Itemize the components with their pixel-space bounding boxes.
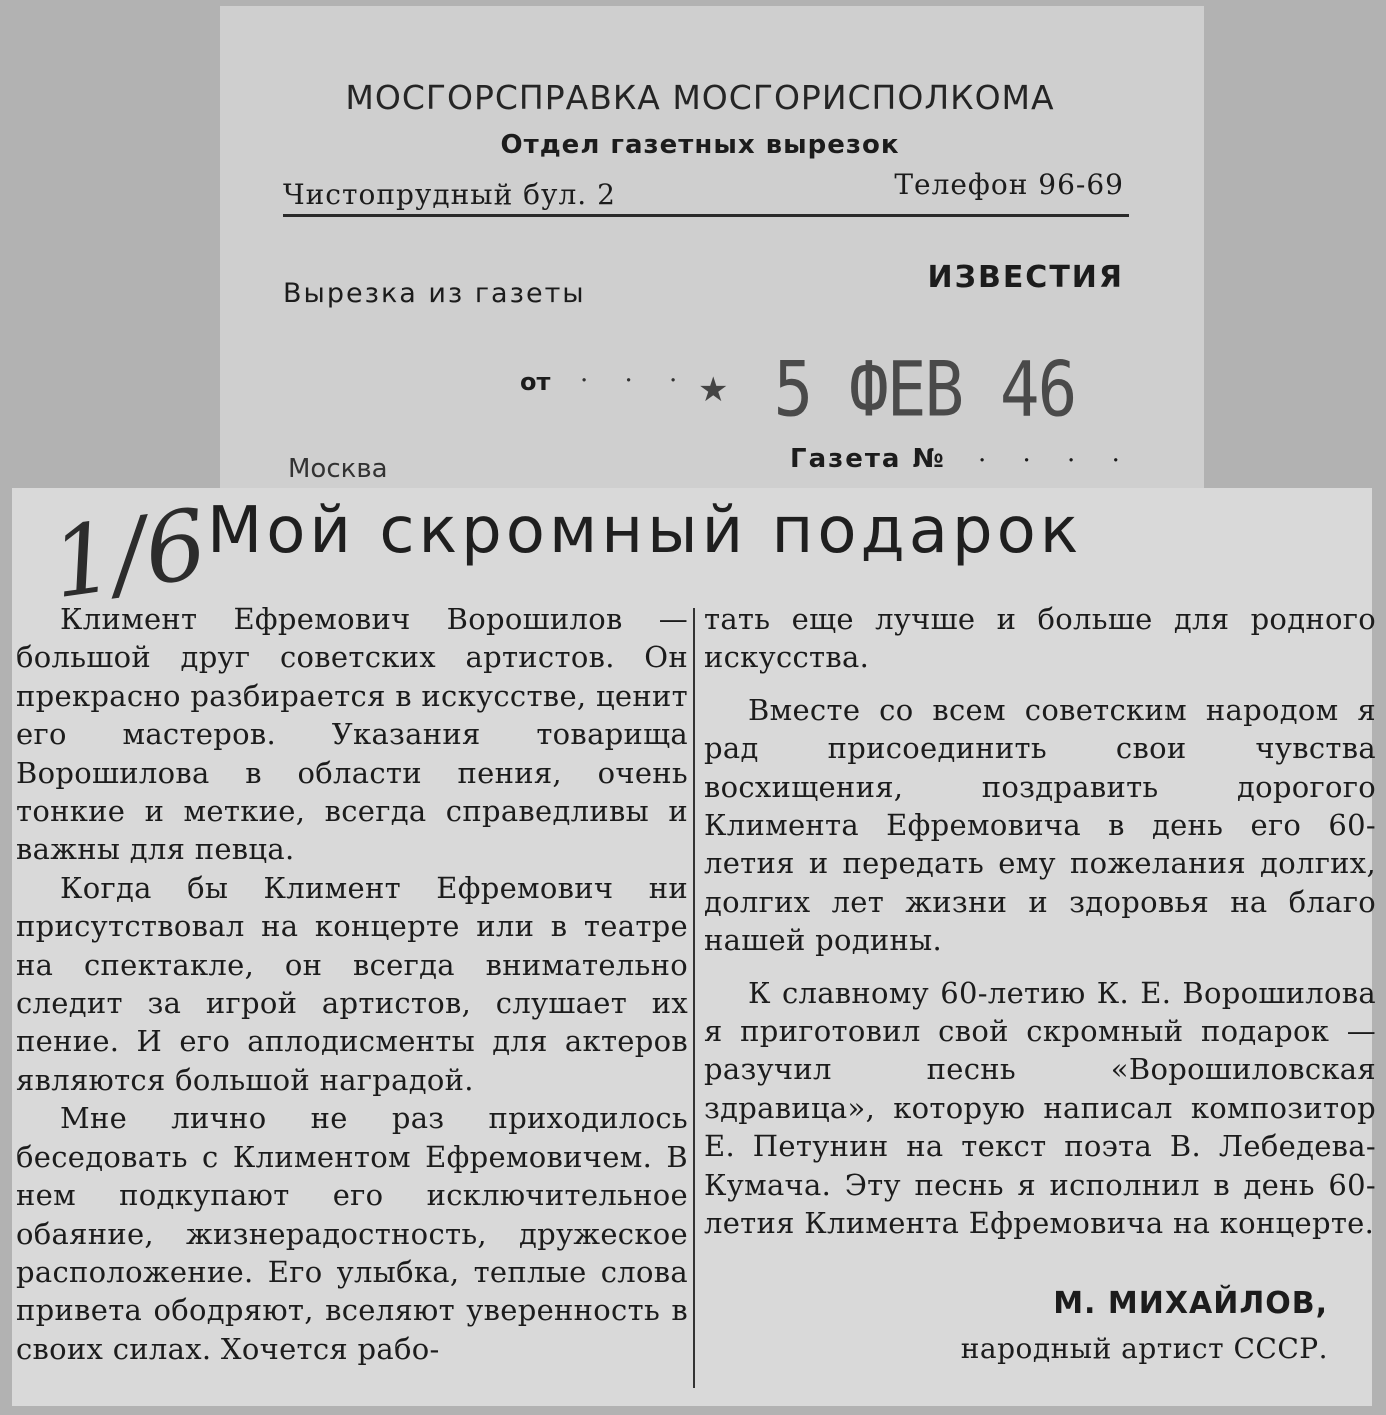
star-icon: ★ <box>698 370 729 410</box>
author-name: М. МИХАЙЛОВ, <box>1053 1286 1328 1321</box>
date-label: от <box>520 368 551 396</box>
article-column-right <box>704 600 1376 1243</box>
paragraph: Климент Ефремович Ворошилов — большой друг советских артистов. Он прекрасно разбирается в искусстве, ценит его мастеров. Указания товарища Ворошилова в области пения, очень тонкие и меткие, всегда справедливы и важны для певца. <box>16 602 688 867</box>
paragraph: Когда бы Климент Ефремович ни присутствовал на концерте или в театре на спектакле, он всегда внимательно следит за игрой артистов, слушает их пение. И его аплодисменты для актеров являются большой наградой. <box>16 870 688 1097</box>
header-divider <box>283 214 1129 217</box>
organization-name: МОСГОРСПРАВКА МОСГОРИСПОЛКОМА <box>345 78 1055 117</box>
department-name: Отдел газетных вырезок <box>500 130 900 160</box>
phone: Телефон 96-69 <box>894 168 1124 201</box>
issue-label: Газета № <box>790 444 946 474</box>
paragraph: тать еще лучше и больше для родного искусства. <box>704 602 1376 675</box>
cut-label: Вырезка из газеты <box>283 278 586 309</box>
clipping-service-card <box>220 6 1204 496</box>
date-dots: · · · <box>580 366 692 396</box>
article-column-left <box>16 600 688 1368</box>
city: Москва <box>288 454 388 484</box>
paragraph: Вместе со всем советским народом я рад присоединить свои чувства восхищения, поздравить дорогого Климента Ефремовича в день его 60-летия и передать ему пожелания долгих, долгих лет жизни и здоровья на благо нашей родины. <box>704 692 1376 958</box>
date-stamp: 5 ФЕВ 46 <box>773 345 1076 434</box>
paragraph: К славному 60-летию К. Е. Ворошилова я приготовил свой скромный подарок — разучил песнь «Ворошиловская здравица», которую написал композитор Е. Петунин на текст поэта В. Лебедева-Кумача. Эту песнь я исполнил в день 60-летия Климента Ефремовича на концерте. <box>704 975 1376 1241</box>
issue-dots: · · · · <box>978 446 1134 476</box>
article-clipping <box>12 487 1376 1406</box>
newspaper-name: ИЗВЕСТИЯ <box>927 260 1124 295</box>
address: Чистопрудный бул. 2 <box>283 178 616 211</box>
article-title: Мой скромный подарок <box>207 494 1083 568</box>
column-divider <box>693 608 695 1388</box>
paragraph: Мне лично не раз приходилось беседовать с Климентом Ефремовичем. В нем подкупают его исключительное обаяние, жизнерадостность, дружеское расположение. Его улыбка, теплые слова привета ободряют, вселяют уверенность в своих силах. Хочется рабо- <box>16 1101 688 1366</box>
author-title: народный артист СССР. <box>960 1332 1328 1365</box>
handwritten-mark: 1/6 <box>44 487 214 621</box>
